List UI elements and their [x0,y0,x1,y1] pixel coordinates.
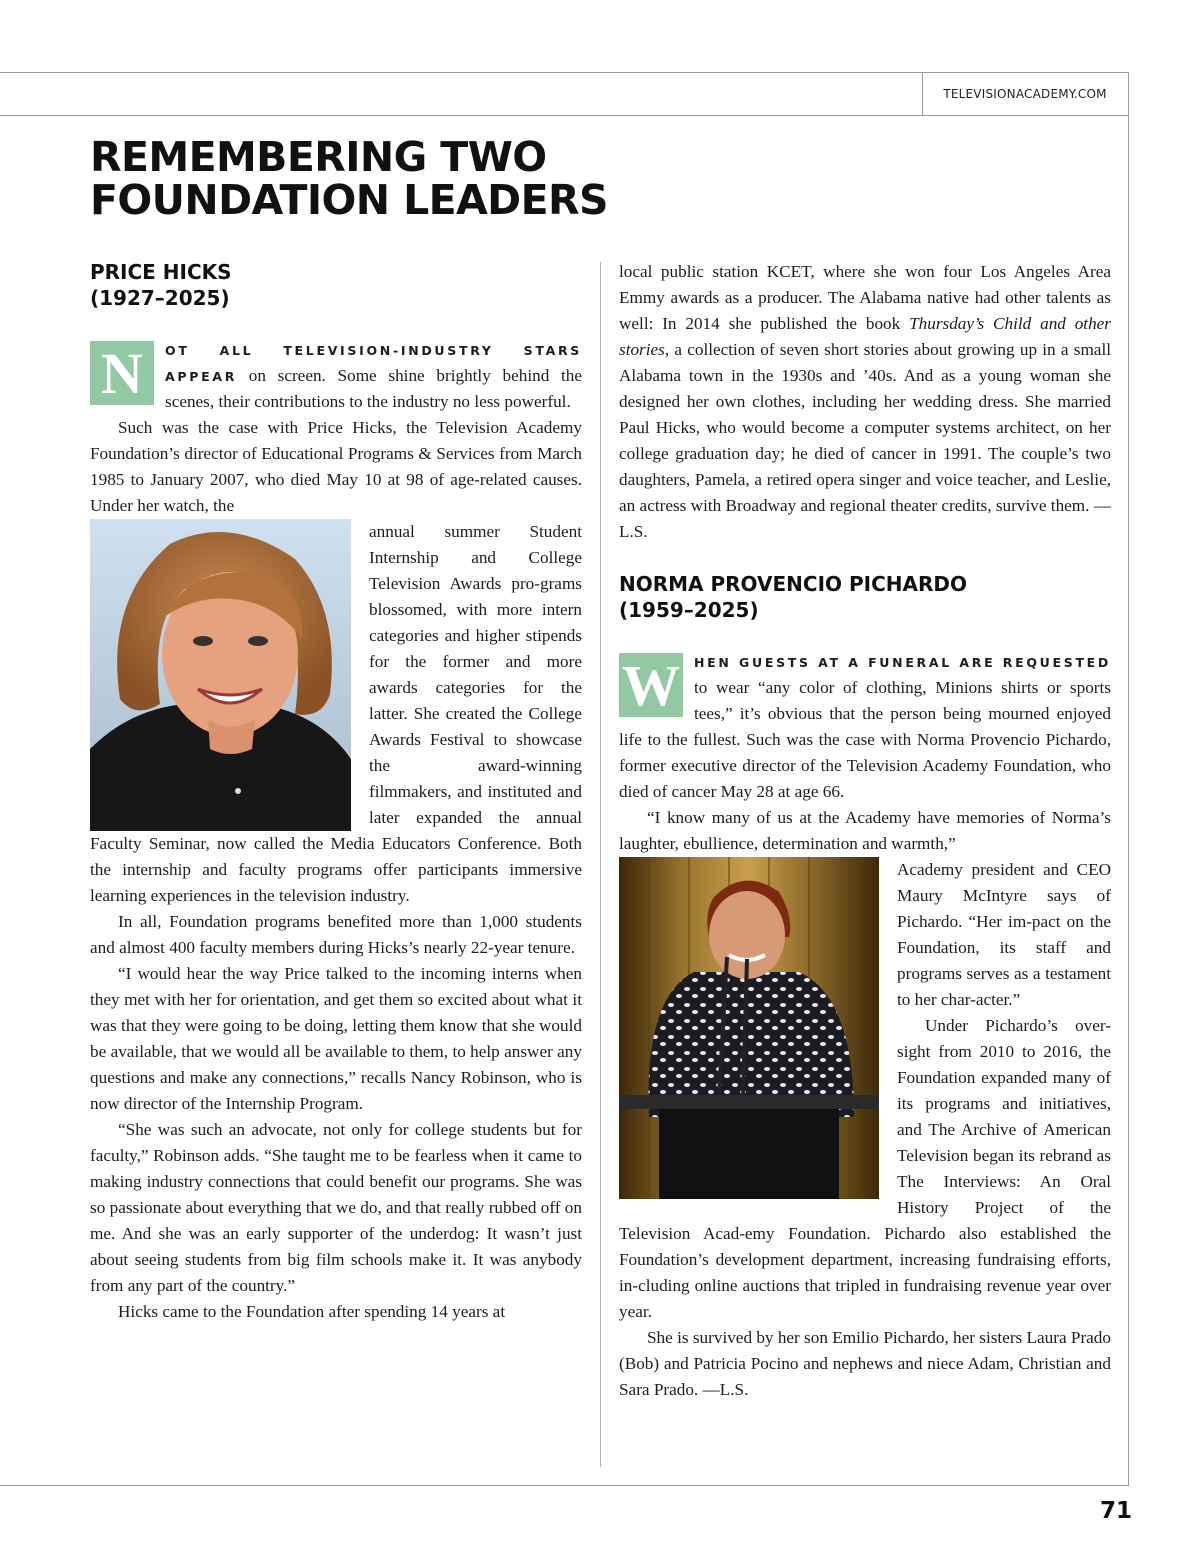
pichardo-para-2-text-a: “I know many of us at the Academy have memories of Norma’s laughter, ebullience, determination and warmth,” [619,808,1111,853]
pichardo-para-2-text-b: Academy president and CEO Maury McIntyre says of Pichardo. “Her im-pact on the Foundation, its staff and programs serves as a testament to her char-acter.” [897,860,1111,1009]
page-number: 71 [1100,1498,1133,1524]
pichardo-para-4: She is survived by her son Emilio Pichardo, her sisters Laura Prado (Bob) and Patricia Pocino and nephews and niece Adam, Christian and Sara Prado. —L.S. [619,1328,1111,1399]
hicks-para-1 [90,337,582,415]
hicks-para-2-text-b: annual summer Student Internship and College Television Awards pro-grams blossomed, with more intern categories and higher stipends for the former and more awards categories for the latter. She created the College Awards Festival to showcase the award-winning filmmakers, and instituted and later expanded the annual Faculty Seminar, now called the Media Educators Conference. Both the internship and faculty programs offer participants immersive learning experiences in the television industry. [90,522,582,905]
footer-rule [0,1485,1129,1486]
pichardo-para-2-cont [619,857,1111,1013]
pichardo-para-3: Under Pichardo’s over-sight from 2010 to 2016, the Foundation expanded many of its programs and initiatives, and The Archive of American Television began its rebrand as The Interviews: An Oral History Project of the Television Acad-emy Foundation. Pichardo also established the Foundation’s development department, increasing fundraising efforts, in-cluding online auctions that tripled in fundraising revenue year over year. [619,1016,1111,1321]
pichardo-para-1-text: to wear “any color of clothing, Minions shirts or sports tees,” it’s obvious that the person being mourned enjoyed life to the fullest. Such was the case with Norma Provencio Pichardo, former executive director of the Television Academy Foundation, who died of cancer May 28 at age 66. [619,678,1111,801]
header-rule-bottom [0,115,1129,116]
pichardo-subhead [619,571,1111,623]
hicks-para-1-text: on screen. Some shine brightly behind the scenes, their contributions to the industry no less powerful. [165,366,582,411]
hicks-para-7-text-a: local public station KCET, where she won four Los Angeles Area Emmy awards as a producer. The Alabama native had other talents as well: In 2014 she published the book [619,262,1111,333]
title-line-2: FOUNDATION LEADERS [90,176,608,224]
book-title: Thursday’s Child and other stories [619,314,1111,359]
article-title [90,133,608,224]
hicks-para-7 [619,259,1111,545]
hicks-leadin: OT ALL TELEVISION-INDUSTRY STARS APPEAR [165,343,582,384]
pichardo-name: NORMA PROVENCIO PICHARDO [619,572,967,596]
pichardo-dropcap: W [619,653,683,717]
hicks-name: PRICE HICKS [90,260,232,284]
left-column [90,259,582,1325]
hicks-para-2-cont [90,519,582,909]
norma-pichardo-photo [619,857,879,1199]
hicks-para-2-text-a: Such was the case with Price Hicks, the Television Academy Foundation’s director of Educational Programs & Services from March 1985 to January 2007, who died May 10 at 98 of age-related causes. Under her watch, the [90,418,582,515]
hicks-subhead [90,259,582,311]
hicks-para-6: Hicks came to the Foundation after spending 14 years at [118,1302,506,1321]
hicks-para-4: “I would hear the way Price talked to the incoming interns when they met with her for orientation, and get them so excited about what it was that they were going to be doing, letting them know that she would be available, that we would all be available to them, to help answer any questions and make any connections,” recalls Nancy Robinson, who is now director of the Internship Program. [90,964,582,1113]
pichardo-leadin: HEN GUESTS AT A FUNERAL ARE REQUESTED [694,655,1111,670]
pichardo-para-2 [619,805,1111,857]
hicks-para-7-text-b: , a collection of seven short stories about growing up in a small Alabama town in the 1930s and ’40s. And as a young woman she designed her own clothes, including her wedding dress. She married Paul Hicks, who would become a computer systems architect, on her college graduation day; he died of cancer in 1991. The couple’s two daughters, Pamela, a retired opera singer and voice teacher, and Leslie, an actress with Broadway and regional theater credits, survive them. —L.S. [619,340,1111,541]
column-divider [600,262,601,1467]
page-frame-right-rule [1128,72,1129,1486]
title-line-1: REMEMBERING TWO [90,133,547,181]
pichardo-dates: (1959–2025) [619,598,759,622]
hicks-para-5: “She was such an advocate, not only for college students but for faculty,” Robinson adds. “She taught me to be fearless when it came to making industry connections that could benefit our programs. She was so passionate about everything that we do, and that really rubbed off on me. And she was an early supporter of the underdog: It wasn’t just about seeing students from big film schools make it. It was anybody from any part of the country.” [90,1120,582,1295]
site-url[interactable]: TELEVISIONACADEMY.COM [943,87,1107,101]
hicks-dates: (1927–2025) [90,286,230,310]
price-hicks-photo [90,519,351,831]
hicks-dropcap: N [90,341,154,405]
pichardo-para-1 [619,649,1111,805]
right-column [619,259,1111,1403]
hicks-para-2 [90,415,582,519]
hicks-para-3: In all, Foundation programs benefited more than 1,000 students and almost 400 faculty members during Hicks’s nearly 22-year tenure. [90,912,582,957]
header-rule-top [0,72,1129,73]
